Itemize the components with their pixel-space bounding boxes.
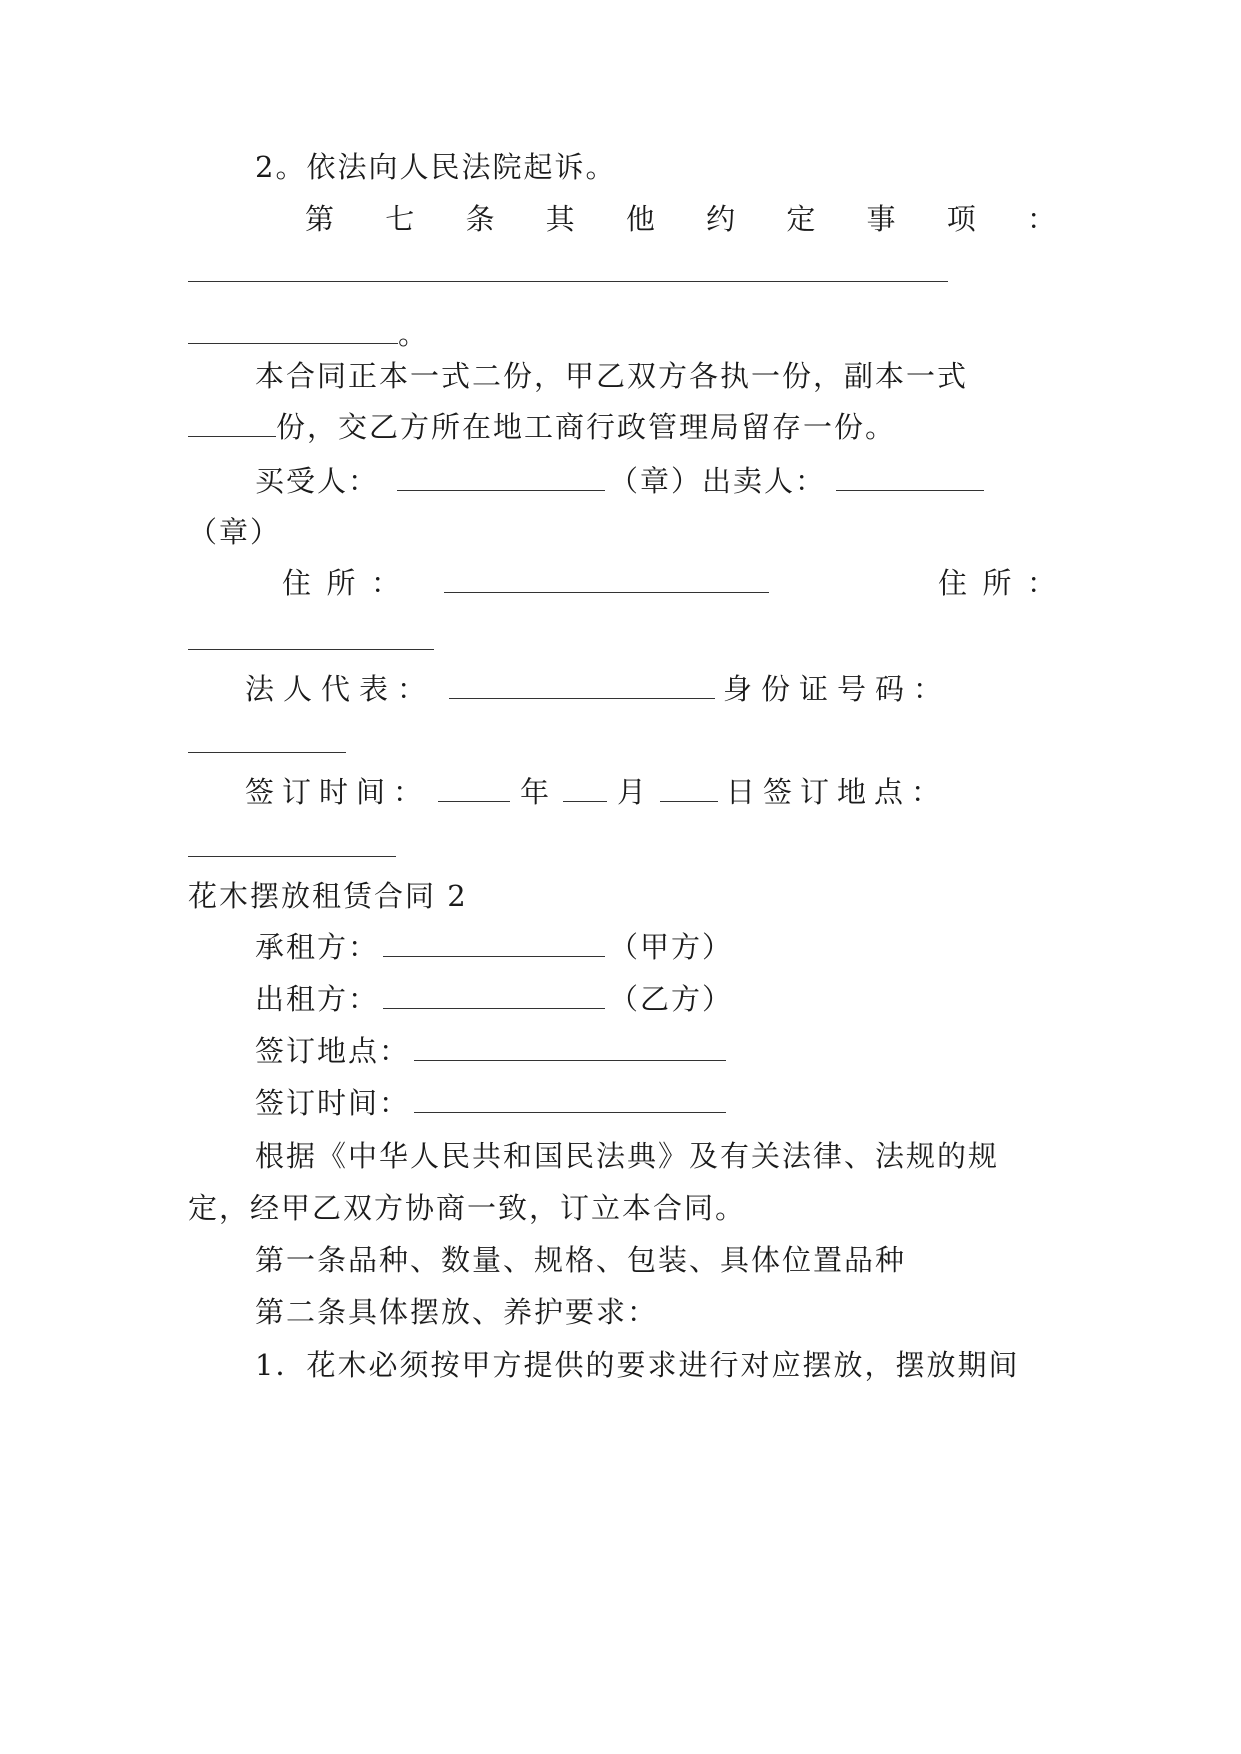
lessor-label: 出租方： <box>255 982 380 1016</box>
buyer-seller-line <box>255 461 1058 501</box>
clause-text: 2。依法向人民法院起诉。 <box>255 150 617 184</box>
rep-id-line <box>245 669 1058 709</box>
day-place-label: 日签订地点： <box>726 775 949 809</box>
party-b-label: （乙方） <box>609 982 734 1016</box>
address-label-seller <box>938 563 1058 603</box>
article-7-char: ： <box>1026 202 1058 236</box>
year-blank <box>438 775 510 802</box>
blank-line-end <box>188 314 1058 354</box>
sign-time-label: 签订时间： <box>245 775 431 809</box>
contract-title-2: 花木摆放租赁合同 2 <box>188 879 468 913</box>
address-blank-buyer <box>444 566 769 593</box>
article-7-char: 事 <box>866 202 898 236</box>
address-label-buyer <box>282 563 402 603</box>
day-blank <box>660 775 718 802</box>
legal-rep-blank <box>449 672 715 699</box>
sign-time-label-2: 签订时间： <box>255 1086 411 1120</box>
lessee-label: 承租方： <box>255 930 380 964</box>
sign-place-line <box>255 1031 1058 1071</box>
lessee-blank <box>383 930 605 957</box>
address-b-char: ： <box>1026 566 1058 600</box>
copies-text: 份，交乙方所在地工商行政管理局留存一份。 <box>276 410 897 444</box>
seal-label: （章） <box>188 515 282 549</box>
address-a-char: 所 <box>326 566 358 600</box>
sign-place-blank-2 <box>414 1034 726 1061</box>
party-a-label: （甲方） <box>609 930 734 964</box>
contract-copies-text: 本合同正本一式二份，甲乙双方各执一份，副本一式 <box>255 359 969 393</box>
basis-text-2: 定，经甲乙双方协商一致，订立本合同。 <box>188 1191 747 1225</box>
month-label: 月 <box>617 775 655 809</box>
sign-time-line <box>255 1083 1058 1123</box>
sign-date-line <box>245 772 1058 812</box>
lessee-line <box>255 927 1058 967</box>
month-blank <box>563 775 607 802</box>
seal-seller-label: （章）出卖人： <box>609 464 827 498</box>
article-7-char: 他 <box>625 202 657 236</box>
article-1: 第一条品种、数量、规格、包装、具体位置品种 <box>255 1243 907 1277</box>
legal-rep-label: 法人代表： <box>245 672 436 706</box>
address-b-char: 所 <box>982 566 1014 600</box>
article-7-char: 条 <box>465 202 497 236</box>
id-number-label: 身份证号码： <box>723 672 952 706</box>
seller-blank <box>836 464 984 491</box>
article-7-char: 项 <box>946 202 978 236</box>
article-7-char: 七 <box>385 202 417 236</box>
contract-copies-text-2 <box>188 407 1058 447</box>
article-7-char: 约 <box>706 202 738 236</box>
buyer-blank <box>397 464 605 491</box>
article-2: 第二条具体摆放、养护要求： <box>255 1295 659 1329</box>
year-label: 年 <box>520 775 558 809</box>
address-line <box>282 563 1058 603</box>
buyer-label: 买受人： <box>255 464 380 498</box>
item-1: 1．花木必须按甲方提供的要求进行对应摆放，摆放期间 <box>255 1348 1020 1382</box>
address-a-char: ： <box>370 566 402 600</box>
lessor-blank <box>383 982 605 1009</box>
blank <box>188 317 398 344</box>
blank <box>188 410 276 437</box>
lessor-line <box>255 979 1058 1019</box>
address-blank-seller <box>188 649 434 650</box>
basis-text: 根据《中华人民共和国民法典》及有关法律、法规的规 <box>255 1139 1000 1173</box>
article-7-char: 第 <box>305 202 337 236</box>
address-b-char: 住 <box>938 566 970 600</box>
article-7-char: 其 <box>545 202 577 236</box>
period: 。 <box>398 317 430 351</box>
blank-line <box>188 281 948 282</box>
sign-time-blank-2 <box>414 1086 726 1113</box>
sign-place-label: 签订地点： <box>255 1034 411 1068</box>
article-7-heading <box>305 199 1058 239</box>
address-a-char: 住 <box>282 566 314 600</box>
article-7-char: 定 <box>786 202 818 236</box>
sign-place-blank <box>188 856 396 857</box>
id-number-blank <box>188 752 346 753</box>
